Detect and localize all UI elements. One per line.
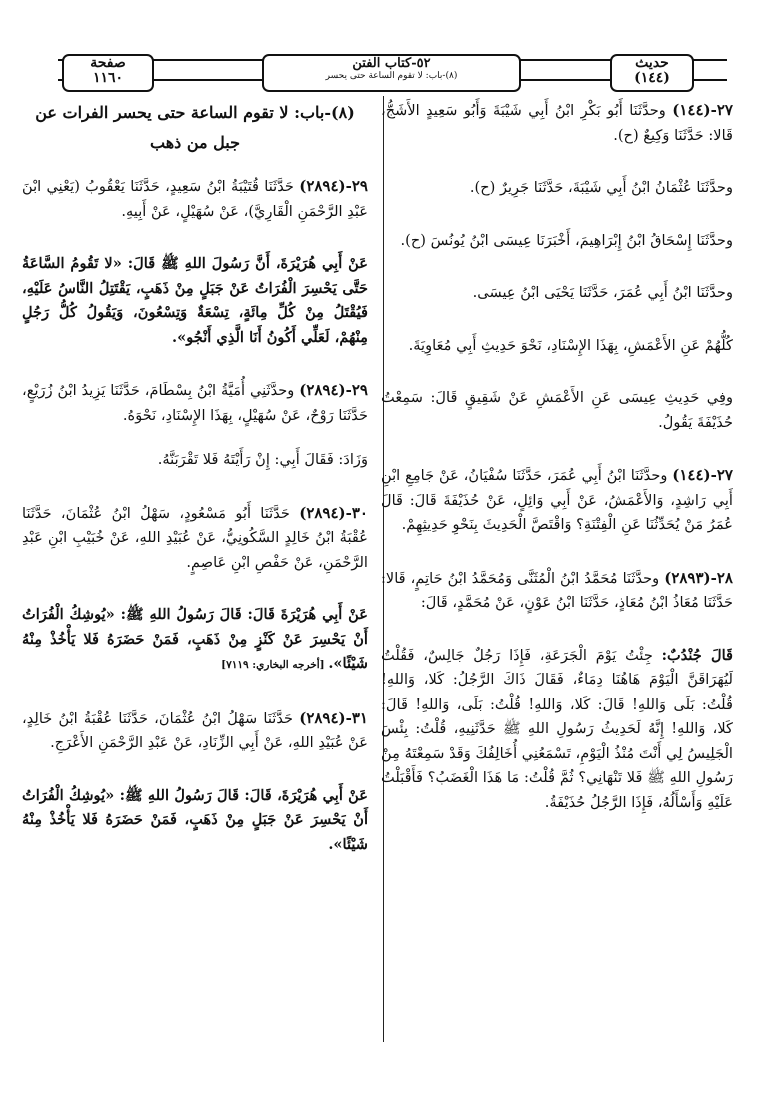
paragraph-text: حَدَّثَنَا سَهْلُ ابْنُ عُثْمَانَ، حَدَّثَنَا عُقْبَةُ ابْنُ خَالِدٍ، عَنْ عُبَيْدِ اللهِ، عَنْ أَبِي الزِّنَادِ، عَنْ عَبْدِ الرَّحْمَنِ الأَعْرَجِ. [22,709,368,751]
narrator-lead: عَنْ أَبِي هُرَيْرَةَ، [275,255,368,272]
hadith-paragraph [381,566,733,616]
hadith-number-label: ٢٩-(٢٨٩٤) [299,381,368,399]
hadith-paragraph [381,229,733,254]
paragraph-text: جِئْتُ يَوْمَ الْجَرَعَةِ، فَإِذَا رَجُلٌ جَالِسٌ، فَقُلْتُ لَيُهَرَاقَنَّ الْيَوْمَ هَاهُنَا دِمَاءٌ، فَقَالَ ذَاكَ الرَّجُلُ: كَلا، وَاللهِ! قُلْتُ: بَلَى وَاللهِ! قَالَ: كَلا، وَاللهِ! قُلْتُ: بَلَى، وَاللهِ! قَالَ: كَلا، وَاللهِ! إِنَّهُ لَحَدِيثُ رَسُولِ اللهِ ﷺ حَدَّثَنِيهِ، قُلْتُ: بِئْسَ الْجَلِيسُ لِي أَنْتَ مُنْذُ الْيَوْمِ، تَسْمَعُنِي أُخَالِفُكَ وَقَدْ سَمِعْتَهُ مِنْ رَسُولِ اللهِ ﷺ فَلا تَنْهَانِي؟ ثُمَّ قُلْتُ: مَا هَذَا الْغَضَبُ؟ فَأَقْبَلْتُ عَلَيْهِ وَأَسْأَلُهُ، فَإِذَا الرَّجُلُ حُذَيْفَةُ. [381,646,733,811]
chapter-title: (٨)-باب: لا تقوم الساعة حتى يحسر الفرات عن جبل من ذهب [35,103,355,152]
paragraph-text: وحدَّثَنَا أَبُو بَكْرِ ابْنُ أَبِي شَيْبَةَ وَأَبُو سَعِيدٍ الأَشَجُّ، قَالا: حَدَّثَنَا وَكِيعٌ (ح). [381,102,733,144]
paragraph-text: وحدَّثَنَا ابْنُ أَبِي عُمَرَ، حَدَّثَنَا سُفْيَانُ، عَنْ جَامِعِ ابْنِ أَبِي رَاشِدٍ، وَالأَعْمَشُ، عَنْ أَبِي وَائِلٍ، عَنْ حُذَيْفَةَ قَالَ: قَالَ عُمَرُ مَنْ يُحَدِّثُنَا عَنِ الْفِتْنَةِ؟ وَاقْتَصَّ الْحَدِيثَ بِنَحْوِ حَدِيثِهِمْ. [381,467,733,533]
hadith-paragraph [381,281,733,306]
hadith-paragraph [22,378,368,428]
hadith-paragraph [381,386,733,435]
chapter-heading-box [262,54,521,92]
hadith-paragraph [381,334,733,359]
hadith-number-label: ٢٩-(٢٨٩٤) [299,177,368,195]
book-title: ٥٢-كتاب الفتن [352,56,431,71]
paragraph-text: كُلُّهُمْ عَنِ الأَعْمَشِ، بِهَذَا الإِسْنَادِ، نَحْوَ حَدِيثِ أَبِي مُعَاوِيَةَ. [408,336,733,354]
hadith-paragraph [22,501,368,576]
right-column [381,98,733,843]
page-number-box [62,54,154,92]
paragraph-text: قَالَ: قَالَ رَسُولُ اللهِ ﷺ: «يُوشِكُ الْفُرَاتُ أَنْ يَحْسِرَ عَنْ جَبَلٍ مِنْ ذَهَبٍ، فَمَنْ حَضَرَهُ فَلا يَأْخُذْ مِنْهُ شَيْئًا». [22,786,368,853]
paragraph-text: وحدَّثَنَا عُثْمَانُ ابْنُ أَبِي شَيْبَةَ، حَدَّثَنَا جَرِيرٌ (ح). [469,179,733,196]
hadith-label: حديث [635,55,669,71]
hadith-number-label: ٣١-(٢٨٩٤) [299,708,368,727]
hadith-paragraph [22,706,368,756]
hadith-number-label: ٢٧-(١٤٤) [672,101,733,119]
paragraph-text: وفِي حَدِيثِ عِيسَى عَنِ الأَعْمَشِ عَنْ شَقِيقٍ قَالَ: سَمِعْتُ حُذَيْفَةَ يَقُولُ. [381,389,733,431]
paragraph-text: وحدَّثَنَا إِسْحَاقُ ابْنُ إِبْرَاهِيمَ، أَخْبَرَنَا عِيسَى ابْنُ يُونُسَ (ح). [400,231,733,249]
hadith-paragraph [22,448,368,473]
hadith-paragraph [381,98,733,148]
page-number: ١١٦٠ [92,70,124,86]
paragraph-text: حَدَّثَنَا قُتَيْبَةُ ابْنُ سَعِيدٍ، حَدَّثَنَا يَعْقُوبُ (يَعْنِي ابْنَ عَبْدِ الرَّحْمَنِ الْقَارِيَّ)، عَنْ سُهَيْلٍ، عَنْ أَبِيهِ. [22,178,368,220]
paragraph-text: حَدَّثَنَا أَبُو مَسْعُودٍ، سَهْلُ ابْنُ عُثْمَانَ، حَدَّثَنَا عُقْبَةُ ابْنُ خَالِدٍ السَّكُونِيُّ، عَنْ عُبَيْدِ اللهِ، عَنْ خُبَيْبِ ابْنِ عَبْدِ الرَّحْمَنِ، عَنْ حَفْصِ ابْنِ عَاصِمٍ. [22,504,368,571]
paragraph-text: وحدَّثَنَا ابْنُ أَبِي عُمَرَ، حَدَّثَنَا يَحْيَى ابْنُ عِيسَى. [472,284,733,301]
paragraph-text: وحدَّثَنَا مُحَمَّدُ ابْنُ الْمُثَنَّى وَمُحَمَّدُ ابْنُ حَاتِمٍ، قَالا: حَدَّثَنَا مُعَاذُ ابْنُ مُعَاذٍ، حَدَّثَنَا ابْنُ عَوْنٍ، عَنْ مُحَمَّدٍ، قَالَ: [381,569,733,611]
bab-reference: (٨)-باب: لا تقوم الساعة حتى يحسر [325,71,458,81]
paragraph-text: وحدَّثَنِي أُمَيَّةُ ابْنُ بِسْطَامَ، حَدَّثَنَا يَزِيدُ ابْنُ زُرَيْعٍ، حَدَّثَنَا رَوْحٌ، عَنْ سُهَيْلٍ، بِهَذَا الإِسْنَادِ، نَحْوَهُ. [22,382,368,424]
paragraph-text: أَنَّ رَسُولَ اللهِ ﷺ قَالَ: «لا تَقُومُ السَّاعَةُ حَتَّى يَحْسِرَ الْفُرَاتُ عَنْ جَبَلٍ مِنْ ذَهَبٍ، يَقْتَتِلُ النَّاسُ عَلَيْهِ، فَيُقْتَلُ مِنْ كُلِّ مِائَةٍ، تِسْعَةٌ وَتِسْعُونَ، وَيَقُولُ كُلُّ رَجُلٍ مِنْهُمْ، لَعَلِّي أَكُونُ أَنَا الَّذِي أَنْجُو». [22,255,368,346]
hadith-number-box [610,54,694,92]
hadith-paragraph [22,252,368,350]
hadith-paragraph [22,174,368,224]
hadith-number-label: ٢٨-(٢٨٩٣) [664,568,733,587]
narrator-lead: عَنْ أَبِي هُرَيْرَةَ، [277,786,369,804]
page-label: صفحة [90,55,126,71]
narrator-lead: عَنْ أَبِي هُرَيْرَةَ قَالَ: [247,606,368,623]
hadith-number-label: ٢٧-(١٤٤) [672,466,733,484]
hadith-paragraph [22,603,368,678]
hadith-paragraph [22,784,368,858]
paragraph-text: وَزَادَ: فَقَالَ أَبِي: إِنْ رَأَيْتَهُ فَلا تَقْرَبَنَّهُ. [157,451,368,468]
left-column [22,98,368,885]
hadith-paragraph [381,176,733,201]
narrator-lead: قَالَ جُنْدُبٌ: [661,646,733,664]
hadith-paragraph [381,644,733,816]
hadith-number-label: ٣٠-(٢٨٩٤) [299,503,368,522]
hadith-paragraph [381,463,733,538]
paragraph-text: قَالَ رَسُولُ اللهِ ﷺ: «يُوشِكُ الْفُرَاتُ أَنْ يَحْسِرَ عَنْ كَنْزٍ مِنْ ذَهَبٍ، فَمَنْ حَضَرَهُ فَلا يَأْخُذْ مِنْهُ شَيْئًا». [22,606,368,672]
takhrij-reference: [أخرجه البخاري: ٧١١٩] [221,659,329,671]
hadith-number: (١٤٤) [634,70,670,86]
